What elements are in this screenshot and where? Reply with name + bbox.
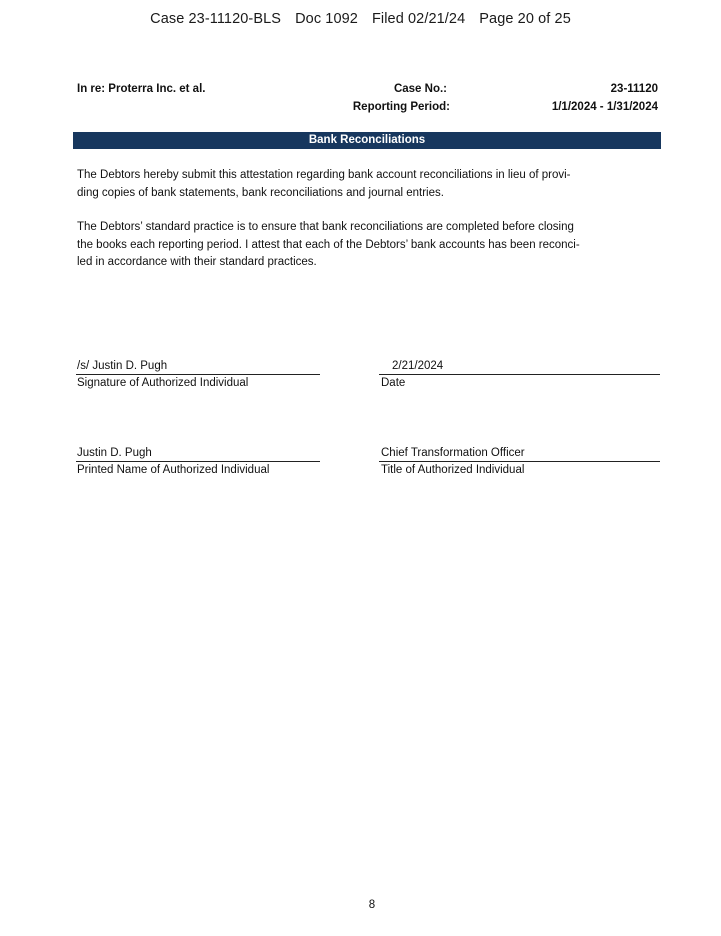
case-no-value: 23-11120 — [610, 83, 658, 95]
paragraph-line: The Debtors hereby submit this attestation regarding bank account reconciliations in lieu of provi- — [77, 169, 571, 181]
filed-date-stamp: Filed 02/21/24 — [371, 11, 466, 27]
paragraph-line: The Debtors’ standard practice is to ensure that bank reconciliations are completed before closing — [77, 221, 574, 233]
case-no-label: Case No.: — [393, 83, 447, 95]
in-re-debtor: In re: Proterra Inc. et al. — [77, 83, 206, 95]
page-count-stamp: Page 20 of 25 — [479, 11, 571, 27]
signature-label: Signature of Authorized Individual — [77, 377, 249, 389]
court-filing-header — [0, 11, 721, 27]
section-banner: Bank Reconciliations — [73, 132, 661, 149]
printed-name-value: Justin D. Pugh — [77, 447, 152, 459]
printed-name-label: Printed Name of Authorized Individual — [77, 464, 270, 476]
reporting-period-value: 1/1/2024 - 1/31/2024 — [551, 101, 658, 113]
attestation-paragraph-2 — [77, 219, 617, 272]
date-line — [379, 374, 660, 375]
date-label: Date — [381, 377, 406, 389]
signature-line — [76, 374, 320, 375]
reporting-period-label: Reporting Period: — [352, 101, 450, 113]
paragraph-line: the books each reporting period. I attest that each of the Debtors’ bank accounts has been reconci- — [77, 238, 580, 251]
paragraph-line: ding copies of bank statements, bank reconciliations and journal entries. — [77, 186, 444, 199]
paragraph-line: led in accordance with their standard practices. — [77, 256, 317, 268]
title-line — [379, 461, 660, 462]
attestation-paragraph-1 — [77, 167, 617, 202]
doc-number-stamp: Doc 1092 — [295, 11, 358, 27]
date-value: 2/21/2024 — [392, 360, 444, 372]
printed-name-line — [76, 461, 320, 462]
case-number-stamp: Case 23-11120-BLS — [150, 11, 282, 27]
signature-value: /s/ Justin D. Pugh — [77, 360, 168, 372]
title-value: Chief Transformation Officer — [381, 447, 525, 459]
title-label: Title of Authorized Individual — [381, 464, 525, 476]
page-number: 8 — [368, 899, 376, 911]
